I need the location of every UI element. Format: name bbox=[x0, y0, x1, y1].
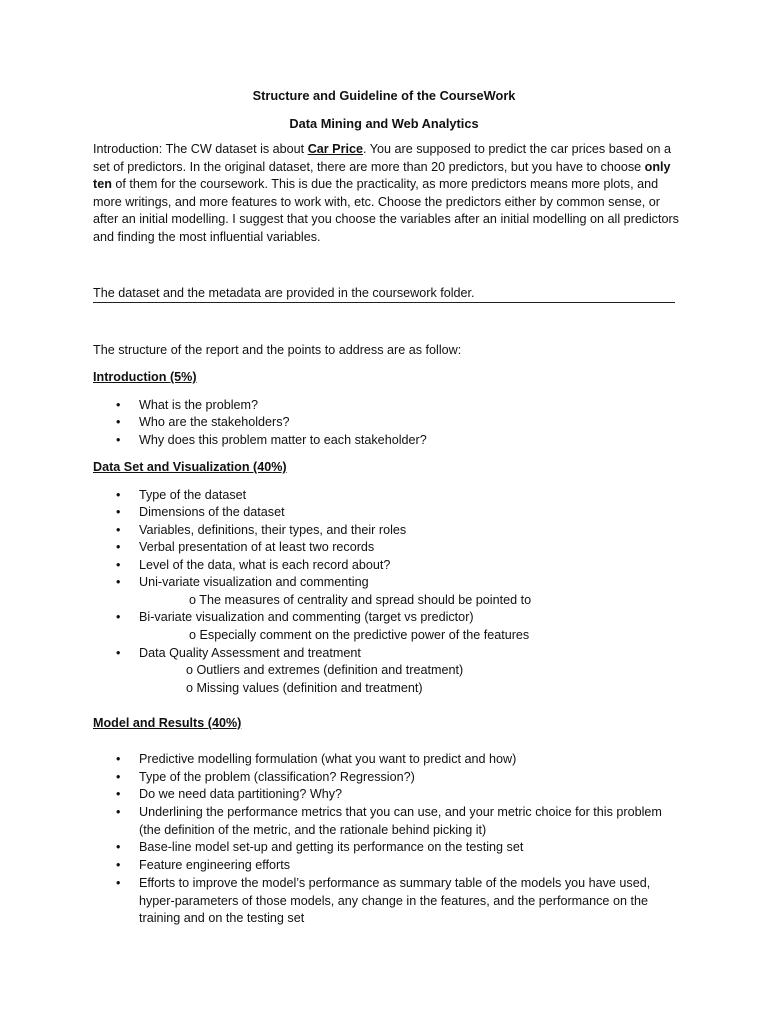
list-item: Data Quality Assessment and treatment bbox=[139, 646, 361, 660]
dataset-heading: Data Set and Visualization (40%) bbox=[93, 460, 287, 474]
bullet-icon: • bbox=[116, 433, 121, 447]
list-item: What is the problem? bbox=[139, 398, 258, 412]
bullet-icon: • bbox=[116, 787, 121, 801]
sub-list-item: o Outliers and extremes (definition and treatment) bbox=[186, 663, 464, 677]
only-ten-emphasis: only ten bbox=[93, 159, 671, 192]
list-item: Who are the stakeholders? bbox=[139, 415, 290, 429]
bullet-icon: • bbox=[116, 415, 121, 429]
list-item: Variables, definitions, their types, and their roles bbox=[139, 523, 407, 537]
intro-text-2: . You are supposed to predict the car prices based on a set of predictors. In the original dataset, there are more than 20 predictors, but you have to choose bbox=[93, 142, 672, 174]
sub-list-item: o Especially comment on the predictive power of the features bbox=[189, 628, 530, 642]
bullet-icon: • bbox=[116, 646, 121, 660]
bullet-icon: • bbox=[116, 558, 121, 572]
intro-text-1: Introduction: The CW dataset is about bbox=[93, 142, 308, 156]
bullet-icon: • bbox=[116, 876, 121, 890]
horizontal-rule bbox=[93, 302, 675, 303]
list-item: Base-line model set-up and getting its performance on the testing set bbox=[139, 840, 524, 854]
car-price-emphasis: Car Price bbox=[307, 142, 363, 156]
sub-list-item: o The measures of centrality and spread should be pointed to bbox=[189, 593, 532, 607]
list-item: Level of the data, what is each record about? bbox=[139, 558, 391, 572]
bullet-icon: • bbox=[116, 858, 121, 872]
document-subtitle: Data Mining and Web Analytics bbox=[289, 116, 479, 131]
intro-text-3: of them for the coursework. This is due the practicality, as more predictors means more plots, and more writings, and more features to work with, etc. Choose the predictors either by common sense, or after an initial modelling. I suggest that you choose the variables after an initial modelling on all predictors and finding the most influential variables. bbox=[93, 177, 679, 244]
list-item: Do we need data partitioning? Why? bbox=[139, 787, 343, 801]
list-item: Why does this problem matter to each stakeholder? bbox=[139, 433, 427, 447]
list-item: Bi-variate visualization and commenting (target vs predictor) bbox=[139, 610, 474, 624]
bullet-icon: • bbox=[116, 805, 121, 819]
list-item: Type of the problem (classification? Regression?) bbox=[139, 770, 415, 784]
model-heading: Model and Results (40%) bbox=[93, 716, 242, 730]
bullet-icon: • bbox=[116, 752, 121, 766]
list-item: Underlining the performance metrics that you can use, and your metric choice for this problem (the definition of the metric, and the rationale behind picking it) bbox=[139, 805, 662, 837]
list-item: Uni-variate visualization and commenting bbox=[139, 575, 369, 589]
bullet-icon: • bbox=[116, 488, 121, 502]
bullet-icon: • bbox=[116, 540, 121, 554]
introduction-paragraph bbox=[93, 141, 683, 247]
document-title: Structure and Guideline of the CourseWork bbox=[252, 88, 516, 103]
list-item: Feature engineering efforts bbox=[139, 858, 290, 872]
list-item: Verbal presentation of at least two records bbox=[139, 540, 375, 554]
bullet-icon: • bbox=[116, 575, 121, 589]
bullet-icon: • bbox=[116, 840, 121, 854]
bullet-icon: • bbox=[116, 610, 121, 624]
sub-list-item: o Missing values (definition and treatment) bbox=[186, 681, 423, 695]
bullet-icon: • bbox=[116, 523, 121, 537]
bullet-icon: • bbox=[116, 398, 121, 412]
bullet-icon: • bbox=[116, 770, 121, 784]
dataset-note: The dataset and the metadata are provided in the coursework folder. bbox=[93, 286, 475, 300]
list-item: Type of the dataset bbox=[139, 488, 247, 502]
list-item: Dimensions of the dataset bbox=[139, 505, 285, 519]
structure-note: The structure of the report and the points to address are as follow: bbox=[93, 343, 462, 357]
introduction-heading: Introduction (5%) bbox=[93, 370, 197, 384]
list-item: Predictive modelling formulation (what you want to predict and how) bbox=[139, 752, 517, 766]
list-item: Efforts to improve the model’s performance as summary table of the models you have used, hyper-parameters of those models, any change in the features, and the performance on the training and on the testing set bbox=[139, 876, 651, 926]
bullet-icon: • bbox=[116, 505, 121, 519]
